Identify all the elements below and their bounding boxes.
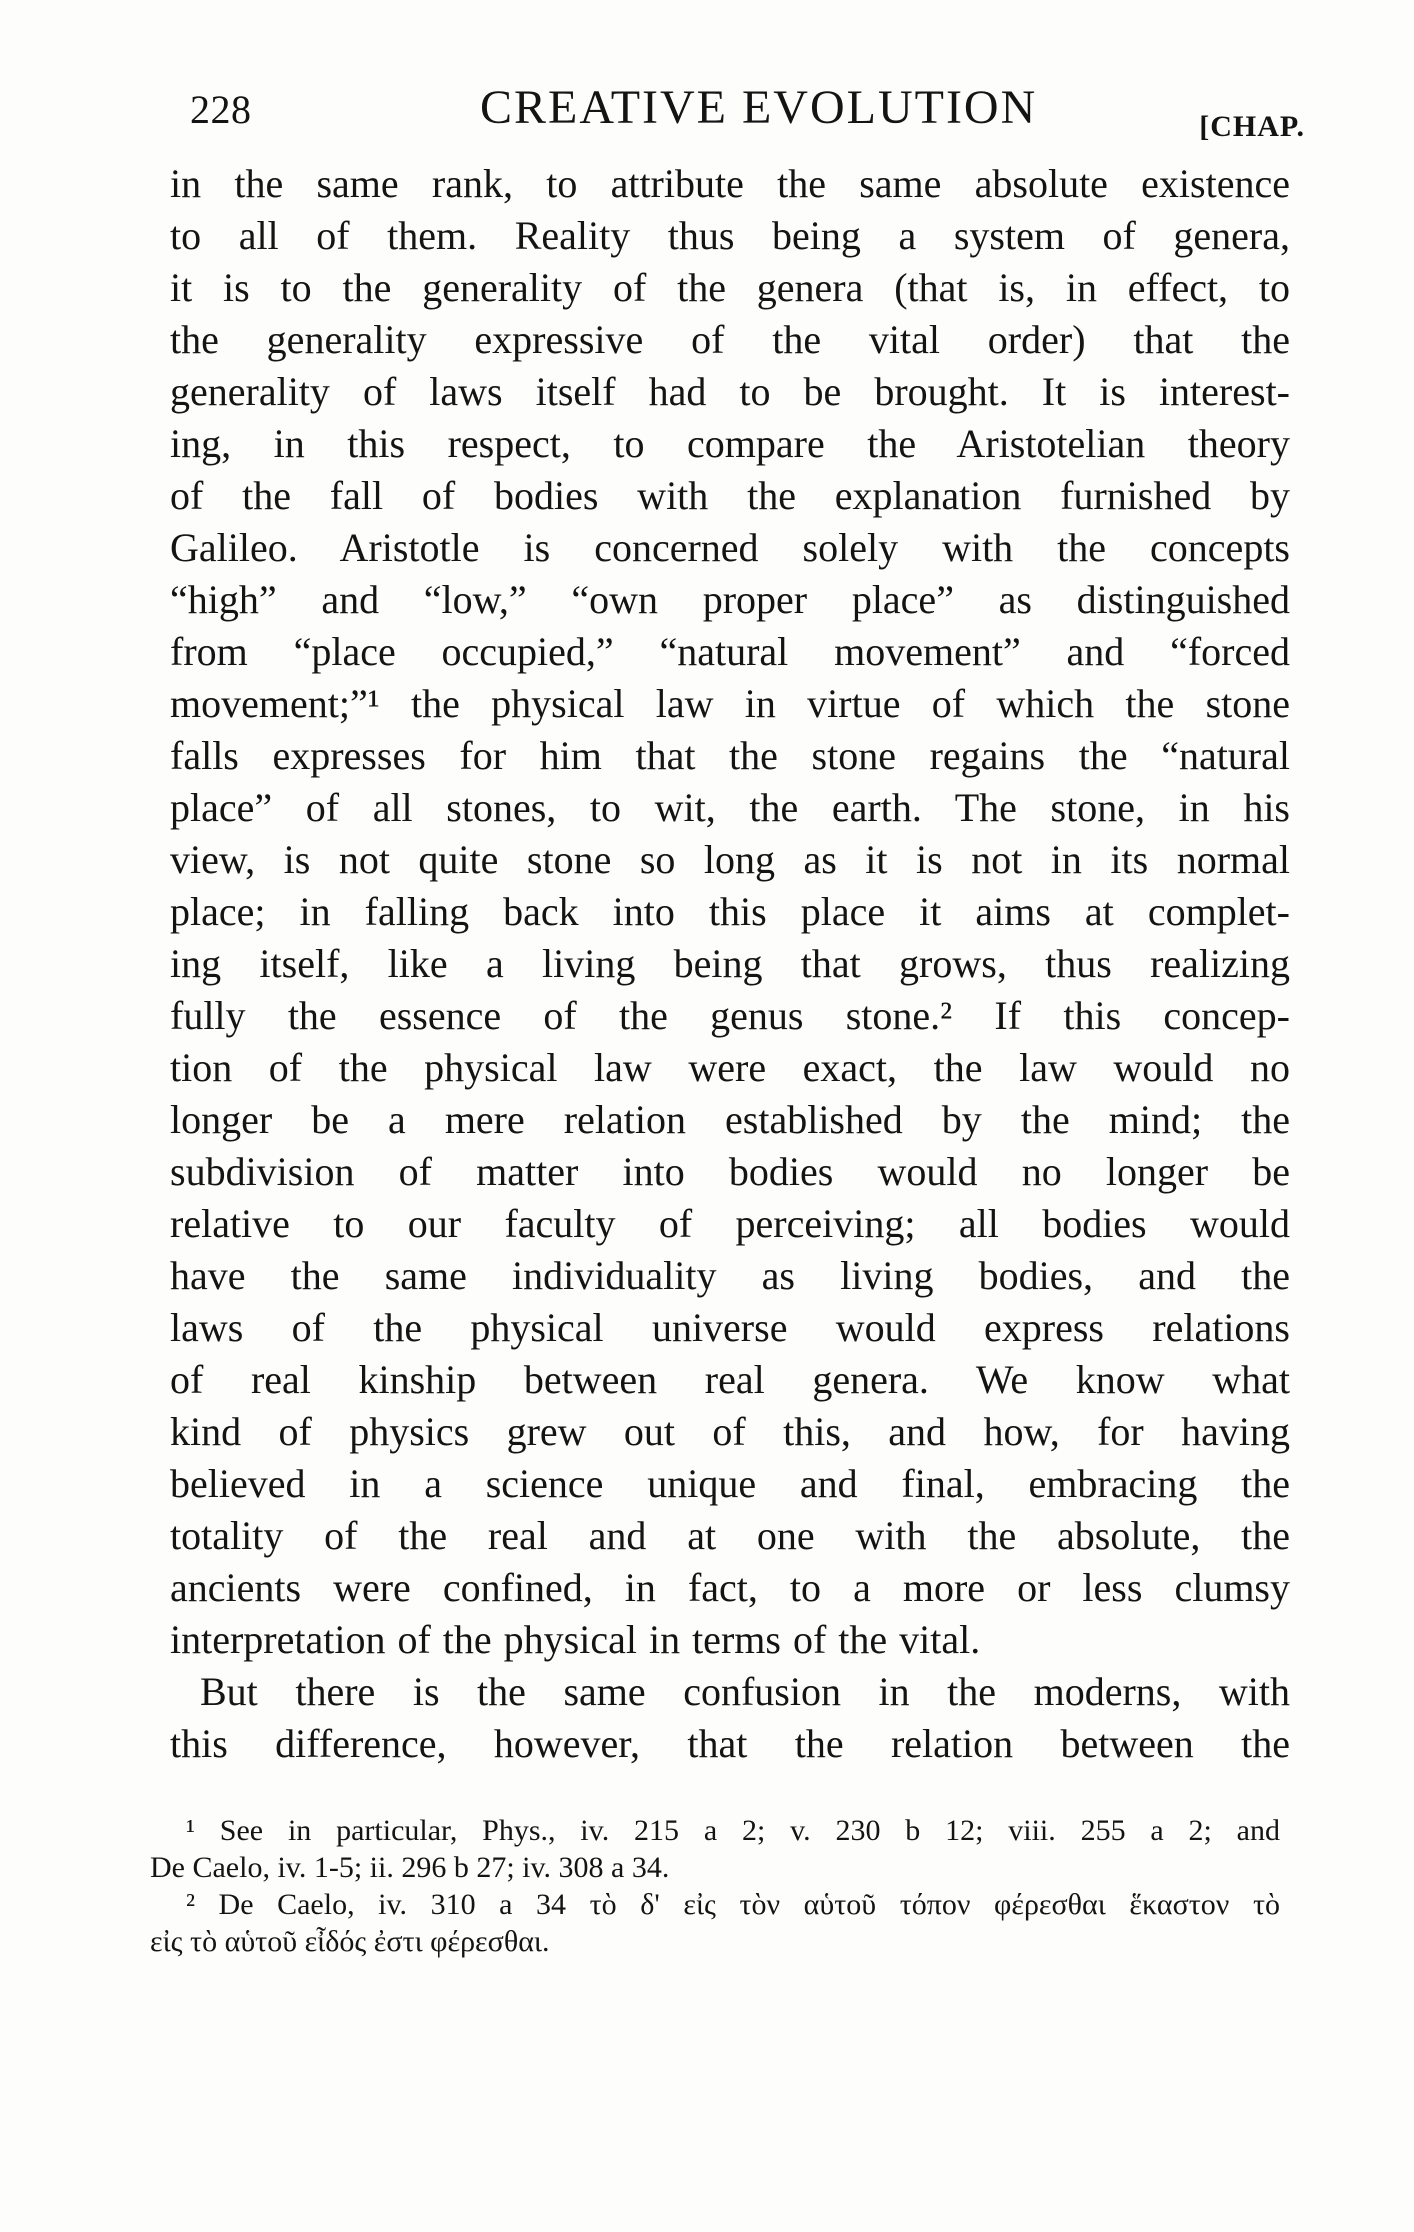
text-line: place” of all stones, to wit, the earth. The stone, in his [170,785,1290,830]
text-line: have the same individuality as living bodies, and the [170,1253,1290,1298]
text-line: the generality expressive of the vital order) that the [170,317,1290,362]
text-line: of real kinship between real genera. We know what [170,1357,1290,1402]
text-line: subdivision of matter into bodies would no longer be [170,1149,1290,1194]
chapter-label: [CHAP. [1199,110,1305,143]
text-line: to all of them. Reality thus being a system of genera, [170,213,1290,258]
text-line: Galileo. Aristotle is concerned solely with the concepts [170,525,1290,570]
footnotes [150,1812,1280,1960]
book-title: CREATIVE EVOLUTION [480,81,1038,134]
text-line: “high” and “low,” “own proper place” as distinguished [170,577,1290,622]
footnote-2-continued: εἰς τὸ αὑτοῦ εἶδός ἐστι φέρεσθαι. [150,1925,550,1958]
text-line: ancients were confined, in fact, to a more or less clumsy [170,1565,1290,1610]
text-line: ing itself, like a living being that grows, thus realizing [170,941,1290,986]
text-line: it is to the generality of the genera (that is, in effect, to [170,265,1290,310]
text-line: generality of laws itself had to be brought. It is interest- [170,369,1290,414]
text-line: falls expresses for him that the stone regains the “natural [170,733,1290,778]
text-line: this difference, however, that the relation between the [170,1721,1290,1766]
text-line: kind of physics grew out of this, and how, for having [170,1409,1290,1454]
text-line: believed in a science unique and final, embracing the [170,1461,1290,1506]
text-line: longer be a mere relation established by the mind; the [170,1097,1290,1142]
text-line: fully the essence of the genus stone.² If this concep- [170,993,1290,1038]
text-line: view, is not quite stone so long as it is not in its normal [170,837,1290,882]
page-number: 228 [190,87,252,132]
text-line: movement;”¹ the physical law in virtue of which the stone [170,681,1290,726]
footnote-1-continued: De Caelo, iv. 1-5; ii. 296 b 27; iv. 308 a 34. [150,1851,670,1884]
running-head [190,80,1305,150]
body-text [170,158,1290,1770]
text-line: ing, in this respect, to compare the Aristotelian theory [170,421,1290,466]
text-line: totality of the real and at one with the absolute, the [170,1513,1290,1558]
text-line: from “place occupied,” “natural movement” and “forced [170,629,1290,674]
text-line: relative to our faculty of perceiving; all bodies would [170,1201,1290,1246]
text-line: interpretation of the physical in terms of the vital. [170,1617,981,1662]
text-line: tion of the physical law were exact, the law would no [170,1045,1290,1090]
text-line: place; in falling back into this place it aims at complet- [170,889,1290,934]
footnote-2: ² De Caelo, iv. 310 a 34 τὸ δ' εἰς τὸν αὑτοῦ τόπον φέρεσθαι ἕκαστον τὸ [186,1888,1280,1921]
footnote-1: ¹ See in particular, Phys., iv. 215 a 2; v. 230 b 12; viii. 255 a 2; and [186,1814,1280,1847]
text-line: in the same rank, to attribute the same absolute existence [170,161,1290,206]
paragraph-start-line: But there is the same confusion in the moderns, with [200,1669,1290,1714]
text-line: laws of the physical universe would express relations [170,1305,1290,1350]
text-line: of the fall of bodies with the explanation furnished by [170,473,1290,518]
